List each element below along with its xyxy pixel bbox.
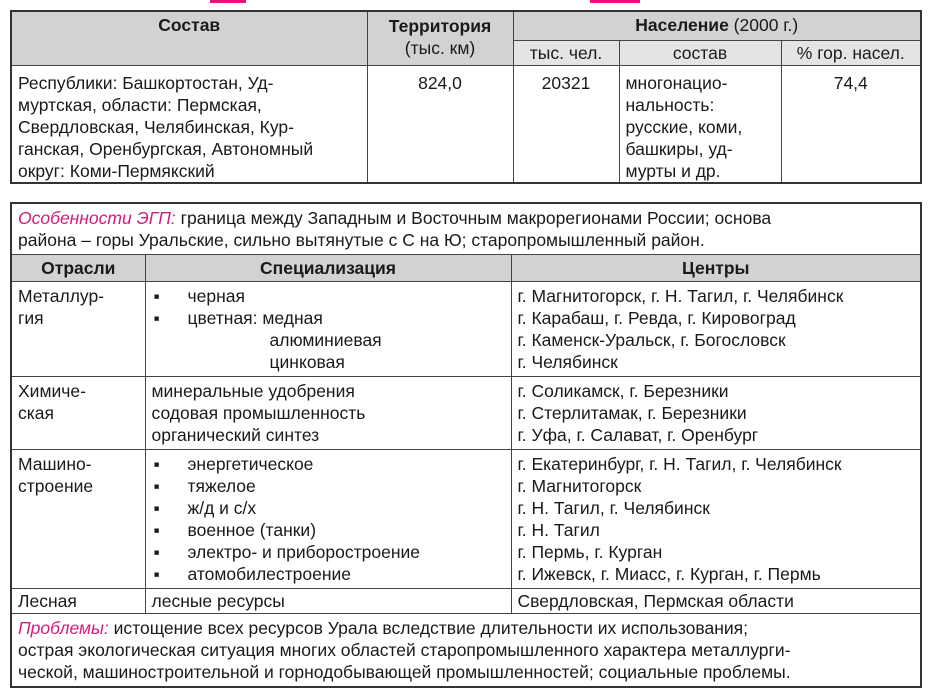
subheader-thousand: тыс. чел.	[513, 41, 619, 66]
row-metallurgy: Металлур- гия ▪ черная ▪ цветная: медная алюминиевая цинковая г. Магнитогорск, г. Н. Тагил, г. Челябинск г. Карабаш, г. Ревда, г. Кировоград г. Каменск-Уральск, г. Богословск г. Челябинск	[11, 282, 921, 377]
bullet-icon: ▪	[153, 498, 160, 518]
bullet-icon: ▪	[153, 308, 160, 328]
bullet-icon: ▪	[153, 476, 160, 496]
bullet-icon: ▪	[153, 520, 160, 540]
header-population: Население (2000 г.)	[513, 11, 921, 41]
top-decorative-line	[210, 0, 640, 3]
bullet-icon: ▪	[153, 286, 160, 306]
urban-percent-value: 74,4	[781, 66, 921, 184]
population-value: 20321	[513, 66, 619, 184]
header-centers: Центры	[511, 255, 921, 282]
bullet-icon: ▪	[153, 454, 160, 474]
problems-label: Проблемы:	[18, 618, 109, 638]
subheader-urban: % гор. насел.	[781, 41, 921, 66]
row-forest: Лесная лесные ресурсы Свердловская, Пермская области	[11, 589, 921, 614]
header-specialization: Специализация	[145, 255, 511, 282]
bullet-icon: ▪	[153, 564, 160, 584]
egp-features: Особенности ЭГП: граница между Западным и Восточным макрорегионами России; основа района – горы Уральские, сильно вытянутые с С на Ю; старопромышленный район.	[11, 203, 921, 255]
composition-cell: Республики: Башкортостан, Уд- муртская, области: Пермская, Свердловская, Челябинская, Кур- ганская, Оренбургская, Автономный округ: Коми-Пермякский	[11, 66, 367, 184]
header-branch: Отрасли	[11, 255, 145, 282]
subheader-composition: состав	[619, 41, 781, 66]
egp-label: Особенности ЭГП:	[18, 208, 176, 228]
problems: Проблемы: истощение всех ресурсов Урала вследствие длительности их использования; острая экологическая ситуация многих областей старопромышленного характера металлурги- ческой, машиностроительной и горнодобывающей промышленностей; социальные проблемы.	[11, 614, 921, 688]
header-composition: Состав	[11, 11, 367, 66]
territory-value: 824,0	[367, 66, 513, 184]
row-chemical: Химиче- ская минеральные удобрения содовая промышленность органический синтез г. Соликамск, г. Березники г. Стерлитамак, г. Березники г. Уфа, г. Салават, г. Оренбург	[11, 377, 921, 450]
industry-table	[10, 202, 922, 688]
bullet-icon: ▪	[153, 542, 160, 562]
ethnic-composition-cell: многонацио- нальность: русские, коми, башкиры, уд- мурты и др.	[619, 66, 781, 184]
composition-table	[10, 10, 922, 184]
header-territory: Территория (тыс. км)	[367, 11, 513, 66]
row-machinery: Машино- строение ▪ энергетическое ▪ тяжелое ▪ ж/д и с/х ▪ военное (танки) ▪ электро- и приборостроение ▪ атомобилестроение г. Екатеринбург, г. Н. Тагил, г. Челябинск г. Магнитогорск г. Н. Тагил, г. Челябинск г. Н. Тагил г. Пермь, г. Курган г. Ижевск, г. Миасс, г. Курган, г. Пермь	[11, 450, 921, 589]
